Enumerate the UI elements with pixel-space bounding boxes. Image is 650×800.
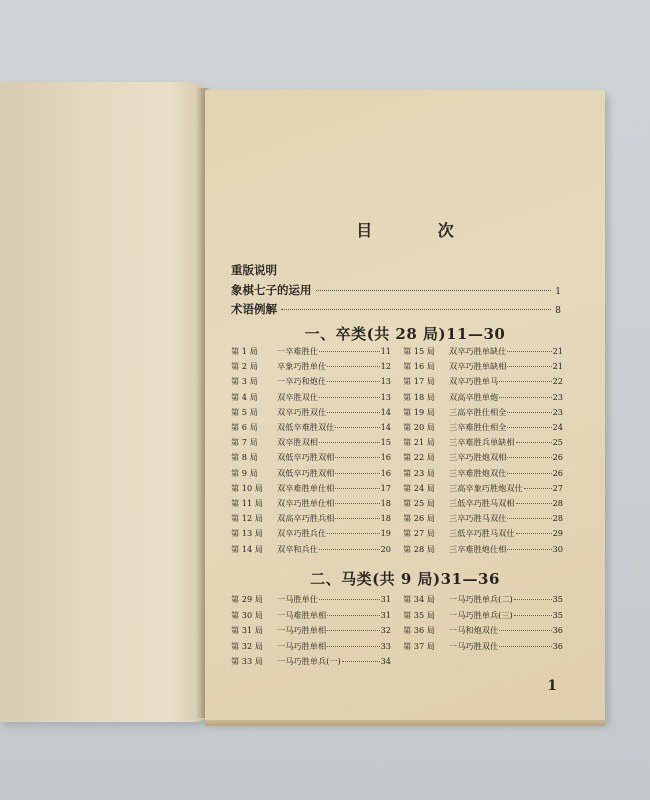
entry-page: 13: [380, 376, 391, 387]
leader-dots: [319, 351, 380, 352]
entry-title: 一卒巧和炮仕: [277, 376, 327, 387]
toc-entry: [231, 407, 391, 418]
toc-entry: [231, 483, 391, 494]
front-matter-label: 重版说明: [231, 263, 277, 277]
entry-page: 32: [380, 625, 391, 636]
leader-dots: [327, 533, 379, 534]
leader-dots: [316, 290, 552, 291]
entry-title: 双卒和兵仕: [277, 543, 318, 554]
leader-dots: [499, 630, 551, 631]
entry-number: 第 31 局: [231, 625, 263, 636]
front-matter-page: 1: [555, 287, 561, 297]
front-matter-item: [231, 262, 561, 278]
leader-dots: [335, 427, 379, 428]
entry-title: 一马巧胜单兵(二): [449, 594, 513, 604]
entry-title: 一马胜单仕: [277, 594, 318, 604]
entry-page: 36: [552, 640, 563, 651]
toc-entry: [403, 407, 563, 418]
entry-title: 一马巧胜单兵(三): [449, 609, 513, 620]
entry-page: 23: [552, 391, 563, 402]
entry-page: 36: [552, 625, 563, 636]
toc-title: 目 次: [356, 221, 484, 240]
leader-dots: [507, 518, 551, 519]
leader-dots: [507, 457, 551, 458]
entry-title: 三低卒巧胜马双相: [449, 498, 515, 508]
entry-title: 三卒难胜炮仕相: [449, 543, 507, 554]
toc-entry: [403, 376, 563, 387]
entry-page: 35: [552, 594, 563, 604]
toc-entry: [231, 544, 391, 555]
leader-dots: [327, 646, 379, 647]
entry-title: 三卒巧胜炮双相: [449, 452, 507, 463]
entry-page: 17: [380, 482, 391, 493]
leader-dots: [319, 599, 380, 600]
entry-title: 双卒巧胜单仕相: [277, 498, 335, 508]
entry-title: 卒象巧胜单仕: [277, 361, 327, 372]
entry-page: 29: [552, 528, 563, 539]
entry-number: 第 24 局: [403, 482, 435, 493]
leader-dots: [327, 412, 379, 413]
entry-title: 双卒难胜单仕相: [277, 482, 335, 493]
entry-number: 第 5 局: [231, 406, 258, 417]
toc-entry: [403, 610, 563, 621]
entry-title: 双低卒巧胜双相: [277, 467, 335, 478]
entry-page: 18: [380, 513, 391, 524]
leader-dots: [281, 309, 551, 310]
toc-entry: [403, 392, 563, 403]
leader-dots: [327, 366, 379, 367]
entry-title: 双低卒巧胜双相: [277, 452, 335, 463]
entry-title: 双高卒巧胜兵相: [277, 513, 335, 524]
front-matter-label: 象棋七子的运用: [231, 283, 312, 297]
leader-dots: [319, 442, 380, 443]
page-number: 1: [547, 678, 557, 694]
entry-number: 第 13 局: [231, 528, 263, 539]
entry-title: 双高卒胜单炮: [449, 391, 499, 402]
entry-title: 双卒巧胜双仕: [277, 406, 327, 417]
front-matter-label: 术语例解: [231, 302, 277, 316]
leader-dots: [319, 397, 380, 398]
entry-number: 第 8 局: [231, 452, 258, 463]
entry-title: 双卒巧胜单缺仕: [449, 346, 507, 356]
toc-entry: [403, 594, 563, 605]
leader-dots: [507, 412, 551, 413]
entry-title: 一马和炮双仕: [449, 625, 499, 636]
toc-entry: [231, 656, 391, 667]
entry-number: 第 7 局: [231, 437, 258, 448]
entry-page: 21: [552, 346, 563, 356]
entry-title: 三高卒象巧胜炮双仕: [449, 482, 523, 493]
right-page: [205, 90, 605, 722]
entry-title: 一马巧胜单相: [277, 625, 327, 636]
entry-page: 26: [552, 452, 563, 463]
leader-dots: [335, 503, 379, 504]
entry-number: 第 1 局: [231, 346, 258, 356]
entry-page: 12: [380, 361, 391, 372]
entry-page: 26: [552, 467, 563, 478]
leader-dots: [507, 366, 551, 367]
leader-dots: [342, 661, 380, 662]
entry-number: 第 30 局: [231, 609, 263, 620]
leader-dots: [507, 427, 551, 428]
entry-number: 第 23 局: [403, 467, 435, 478]
leader-dots: [524, 488, 552, 489]
leader-dots: [335, 488, 379, 489]
toc-entry: [403, 468, 563, 479]
entry-page: 14: [380, 422, 391, 432]
leader-dots: [516, 533, 552, 534]
front-matter-item: [231, 282, 561, 298]
entry-title: 三卒难胜仕相全: [449, 422, 507, 432]
entry-number: 第 21 局: [403, 437, 435, 448]
toc-entry: [231, 346, 391, 357]
entry-title: 一马巧胜双仕: [449, 640, 499, 651]
entry-number: 第 20 局: [403, 422, 435, 432]
leader-dots: [507, 549, 551, 550]
entry-page: 21: [552, 361, 563, 372]
entry-page: 28: [552, 498, 563, 508]
entry-title: 三低卒巧胜马双仕: [449, 528, 515, 539]
entry-title: 一马巧胜单相: [277, 640, 327, 651]
front-matter-page: 8: [555, 306, 561, 316]
entry-number: 第 35 局: [403, 609, 435, 620]
leader-dots: [499, 381, 551, 382]
entry-number: 第 2 局: [231, 361, 258, 372]
entry-page: 23: [552, 406, 563, 417]
toc-entry: [231, 468, 391, 479]
toc-entry: [231, 392, 391, 403]
section-heading: 二、马类(共 9 局)31—36: [310, 570, 500, 588]
toc-entry: [403, 528, 563, 539]
toc-entry: [403, 513, 563, 524]
entry-number: 第 11 局: [231, 498, 263, 508]
toc-entry: [403, 641, 563, 652]
entry-page: 13: [380, 391, 391, 402]
entry-number: 第 33 局: [231, 656, 263, 667]
entry-page: 22: [552, 376, 563, 387]
leader-dots: [507, 473, 551, 474]
toc-entry: [403, 361, 563, 372]
leader-dots: [516, 442, 552, 443]
entry-page: 11: [380, 346, 391, 356]
toc-entry: [403, 346, 563, 357]
entry-page: 34: [380, 656, 391, 667]
entry-number: 第 14 局: [231, 543, 263, 554]
entry-page: 16: [380, 467, 391, 478]
entry-title: 双卒胜双仕: [277, 391, 318, 402]
entry-number: 第 36 局: [403, 625, 435, 636]
toc-entry: [231, 361, 391, 372]
entry-title: 一马难胜单相: [277, 609, 327, 620]
leader-dots: [327, 615, 379, 616]
entry-title: 双低卒难胜双仕: [277, 422, 335, 432]
page-edge: [205, 720, 605, 726]
entry-number: 第 6 局: [231, 422, 258, 432]
leader-dots: [507, 351, 551, 352]
entry-number: 第 3 局: [231, 376, 258, 387]
toc-entry: [231, 641, 391, 652]
toc-entry: [231, 376, 391, 387]
entry-number: 第 18 局: [403, 391, 435, 402]
toc-entry: [231, 594, 391, 605]
toc-entry: [231, 422, 391, 433]
entry-number: 第 28 局: [403, 543, 435, 554]
toc-entry: [231, 498, 391, 509]
entry-title: 三卒难胜兵单缺相: [449, 437, 515, 448]
entry-number: 第 22 局: [403, 452, 435, 463]
toc-entry: [231, 528, 391, 539]
entry-page: 24: [552, 422, 563, 432]
leader-dots: [514, 599, 552, 600]
entry-number: 第 9 局: [231, 467, 258, 478]
entry-page: 35: [552, 609, 563, 620]
toc-entry: [231, 452, 391, 463]
toc-entry: [403, 422, 563, 433]
entry-title: 三高卒胜仕相全: [449, 406, 507, 417]
entry-page: 20: [380, 543, 391, 554]
entry-page: 33: [380, 640, 391, 651]
entry-title: 三卒难胜炮双仕: [449, 467, 507, 478]
entry-number: 第 15 局: [403, 346, 435, 356]
toc-entry: [231, 437, 391, 448]
toc-entry: [403, 437, 563, 448]
leader-dots: [514, 615, 552, 616]
entry-number: 第 17 局: [403, 376, 435, 387]
entry-page: 15: [380, 437, 391, 448]
entry-page: 14: [380, 406, 391, 417]
entry-page: 27: [552, 482, 563, 493]
toc-entry: [403, 498, 563, 509]
entry-page: 31: [380, 594, 391, 604]
front-matter-item: [231, 301, 561, 317]
leader-dots: [335, 457, 379, 458]
toc-entry: [403, 544, 563, 555]
leader-dots: [516, 503, 552, 504]
toc-entry: [231, 513, 391, 524]
section-heading: 一、卒类(共 28 局)11—30: [304, 325, 506, 343]
entry-page: 18: [380, 498, 391, 508]
entry-page: 19: [380, 528, 391, 539]
entry-number: 第 27 局: [403, 528, 435, 539]
entry-page: 25: [552, 437, 563, 448]
entry-number: 第 34 局: [403, 594, 435, 604]
left-page: [0, 82, 212, 722]
entry-title: 一卒难胜仕: [277, 346, 318, 356]
entry-title: 双卒胜双相: [277, 437, 318, 448]
entry-number: 第 29 局: [231, 594, 263, 604]
entry-number: 第 19 局: [403, 406, 435, 417]
entry-title: 双卒巧胜单缺相: [449, 361, 507, 372]
entry-number: 第 26 局: [403, 513, 435, 524]
toc-entry: [403, 452, 563, 463]
entry-number: 第 32 局: [231, 640, 263, 651]
entry-number: 第 12 局: [231, 513, 263, 524]
leader-dots: [327, 630, 379, 631]
toc-entry: [403, 483, 563, 494]
entry-number: 第 10 局: [231, 482, 263, 493]
leader-dots: [335, 473, 379, 474]
leader-dots: [499, 646, 551, 647]
entry-title: 三卒巧胜马双仕: [449, 513, 507, 524]
entry-number: 第 37 局: [403, 640, 435, 651]
entry-title: 双卒巧胜兵仕: [277, 528, 327, 539]
entry-number: 第 16 局: [403, 361, 435, 372]
entry-page: 28: [552, 513, 563, 524]
entry-page: 16: [380, 452, 391, 463]
entry-number: 第 4 局: [231, 391, 258, 402]
leader-dots: [335, 518, 379, 519]
entry-page: 31: [380, 609, 391, 620]
entry-title: 双卒巧胜单马: [449, 376, 499, 387]
entry-number: 第 25 局: [403, 498, 435, 508]
toc-entry: [403, 625, 563, 636]
leader-dots: [499, 397, 551, 398]
toc-entry: [231, 625, 391, 636]
entry-title: 一马巧胜单兵(一): [277, 656, 341, 667]
leader-dots: [319, 549, 380, 550]
leader-dots: [327, 381, 379, 382]
entry-page: 30: [552, 543, 563, 554]
toc-entry: [231, 610, 391, 621]
